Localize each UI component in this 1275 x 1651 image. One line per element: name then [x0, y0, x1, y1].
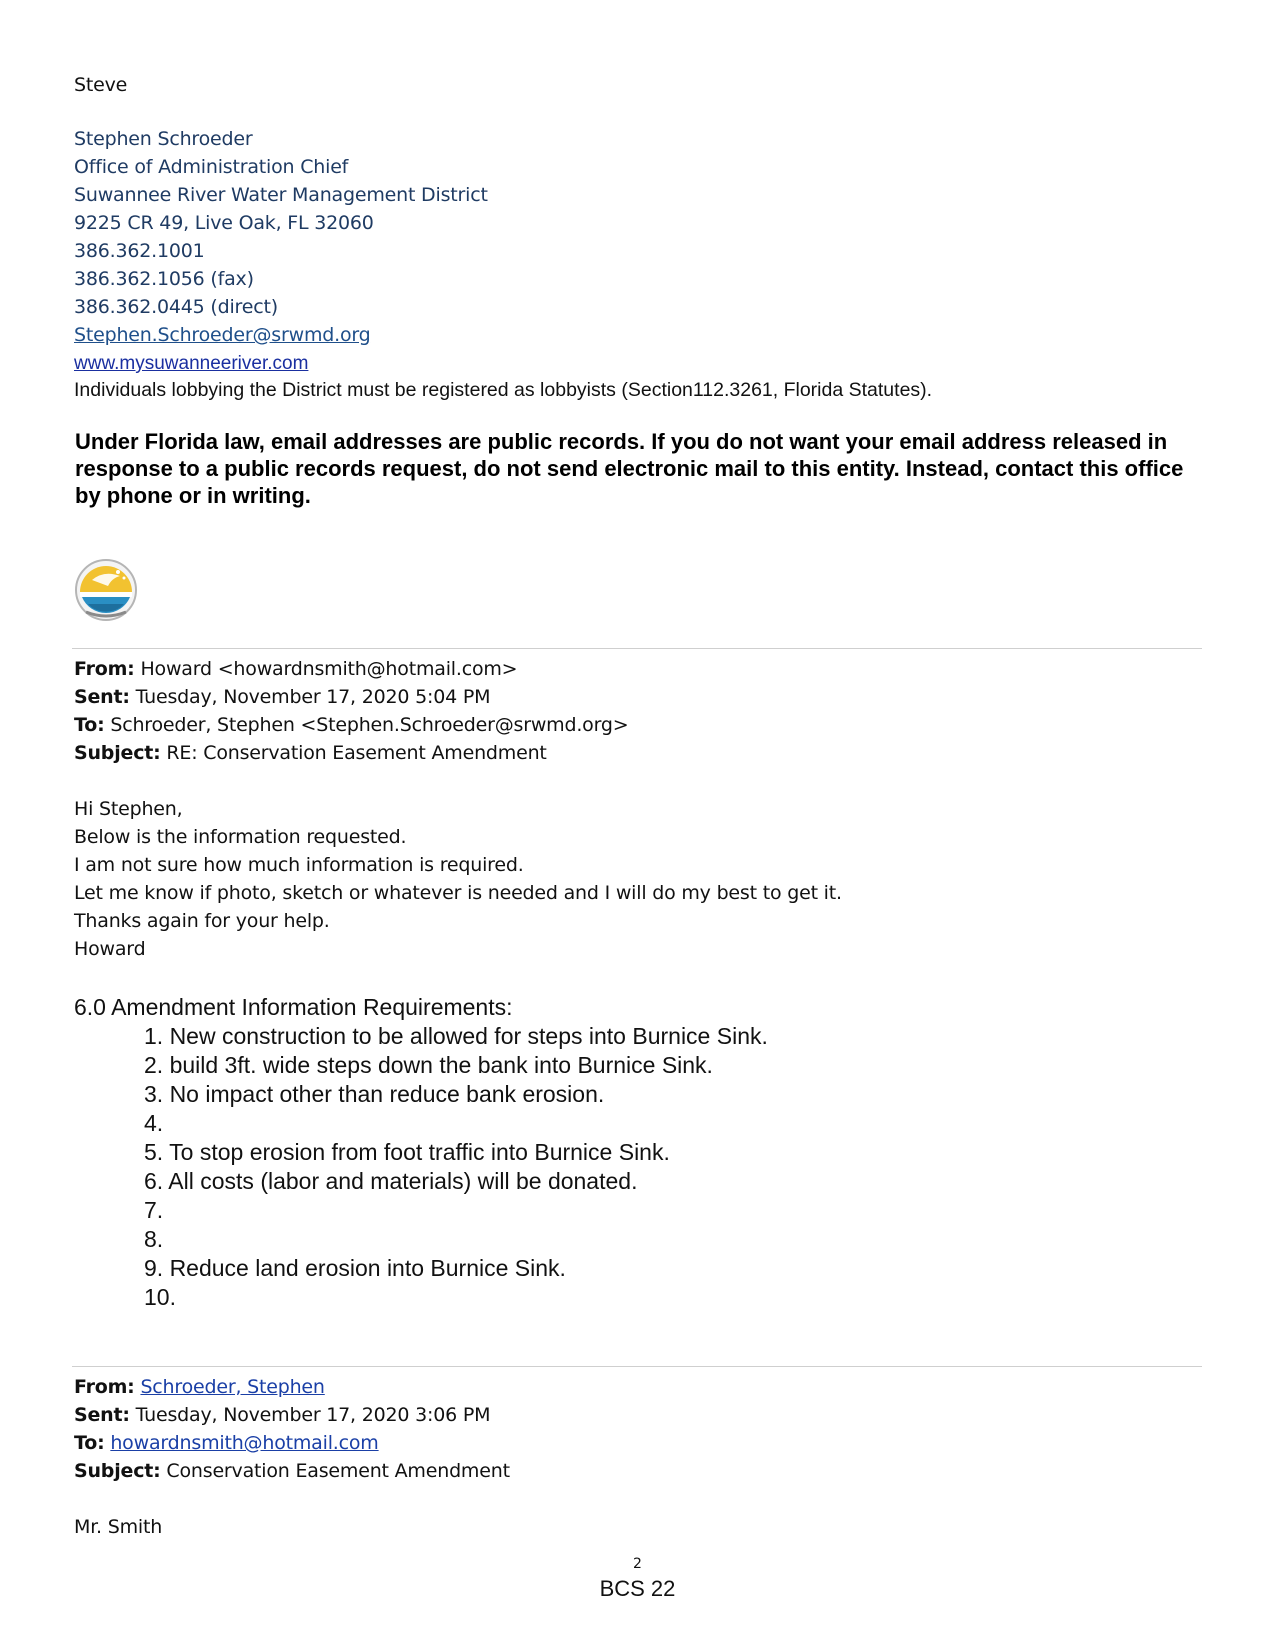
requirement-item: 6. All costs (labor and materials) will be donated.: [144, 1168, 638, 1194]
email2-sent-line: [74, 1404, 490, 1426]
email1-subject-label: Subject:: [74, 742, 161, 764]
separator-2: [72, 1366, 1202, 1367]
signature-org: Suwannee River Water Management District: [74, 184, 488, 206]
email2-to-link[interactable]: howardnsmith@hotmail.com: [110, 1432, 379, 1454]
email1-body-line: I am not sure how much information is required.: [74, 854, 524, 876]
signature-website-link[interactable]: www.mysuwanneeriver.com: [74, 353, 309, 374]
email1-body-line: Below is the information requested.: [74, 826, 407, 848]
requirement-item: 2. build 3ft. wide steps down the bank into Burnice Sink.: [144, 1052, 713, 1078]
requirement-item: 4.: [144, 1110, 164, 1136]
email1-to: Schroeder, Stephen <Stephen.Schroeder@srwmd.org>: [110, 714, 629, 736]
email1-subject: RE: Conservation Easement Amendment: [166, 742, 547, 764]
email1-to-label: To:: [74, 714, 105, 736]
district-logo-icon: [74, 558, 138, 622]
requirement-item: 5. To stop erosion from foot traffic into Burnice Sink.: [144, 1139, 670, 1165]
signature-email-link[interactable]: Stephen.Schroeder@srwmd.org: [74, 324, 371, 346]
requirement-item: 8.: [144, 1226, 164, 1252]
email2-subject-label: Subject:: [74, 1460, 161, 1482]
lobby-notice: Individuals lobbying the District must be registered as lobbyists (Section112.3261, Florida Statutes).: [74, 379, 933, 401]
email2-sent-label: Sent:: [74, 1404, 130, 1426]
email1-body-line: Let me know if photo, sketch or whatever is needed and I will do my best to get it.: [74, 882, 842, 904]
email2-from-label: From:: [74, 1376, 135, 1398]
email2-to-line: [74, 1432, 379, 1454]
requirement-item: 1. New construction to be allowed for steps into Burnice Sink.: [144, 1023, 768, 1049]
email1-body-line: Howard: [74, 938, 146, 960]
requirement-item: 10.: [144, 1284, 176, 1310]
email2-from-line: [74, 1376, 325, 1398]
email2-from-link[interactable]: Schroeder, Stephen: [140, 1376, 325, 1398]
greeting-top: Steve: [74, 74, 128, 96]
doc-code: BCS 22: [599, 1576, 676, 1601]
signature-address: 9225 CR 49, Live Oak, FL 32060: [74, 212, 374, 234]
email1-body-line: Thanks again for your help.: [74, 910, 330, 932]
email1-from: Howard <howardnsmith@hotmail.com>: [140, 658, 518, 680]
signature-name: Stephen Schroeder: [74, 128, 253, 150]
requirements-heading: 6.0 Amendment Information Requirements:: [74, 994, 513, 1020]
email1-to-line: [74, 714, 628, 736]
email2-sent: Tuesday, November 17, 2020 3:06 PM: [135, 1404, 491, 1426]
email2-to-label: To:: [74, 1432, 105, 1454]
email1-sent-line: [74, 686, 490, 708]
email1-from-line: [74, 658, 517, 680]
requirement-item: 3. No impact other than reduce bank erosion.: [144, 1081, 605, 1107]
requirement-item: 7.: [144, 1197, 164, 1223]
public-records-notice: Under Florida law, email addresses are public records. If you do not want your email address released in response to a public records request, do not send electronic mail to this entity. Instead, contact this office by phone or in writing.: [75, 429, 1184, 508]
email1-sent: Tuesday, November 17, 2020 5:04 PM: [135, 686, 491, 708]
email2-subject: Conservation Easement Amendment: [166, 1460, 510, 1482]
signature-title: Office of Administration Chief: [74, 156, 349, 178]
signature-direct: 386.362.0445 (direct): [74, 296, 278, 318]
requirement-item: 9. Reduce land erosion into Burnice Sink.: [144, 1255, 566, 1281]
email2-greeting: Mr. Smith: [74, 1516, 163, 1538]
separator-1: [72, 648, 1202, 649]
email1-body-line: Hi Stephen,: [74, 798, 183, 820]
email1-from-label: From:: [74, 658, 135, 680]
email2-subject-line: [74, 1460, 510, 1482]
page-number: 2: [633, 1556, 642, 1572]
email1-subject-line: [74, 742, 547, 764]
email1-sent-label: Sent:: [74, 686, 130, 708]
signature-phone: 386.362.1001: [74, 240, 205, 262]
signature-fax: 386.362.1056 (fax): [74, 268, 254, 290]
